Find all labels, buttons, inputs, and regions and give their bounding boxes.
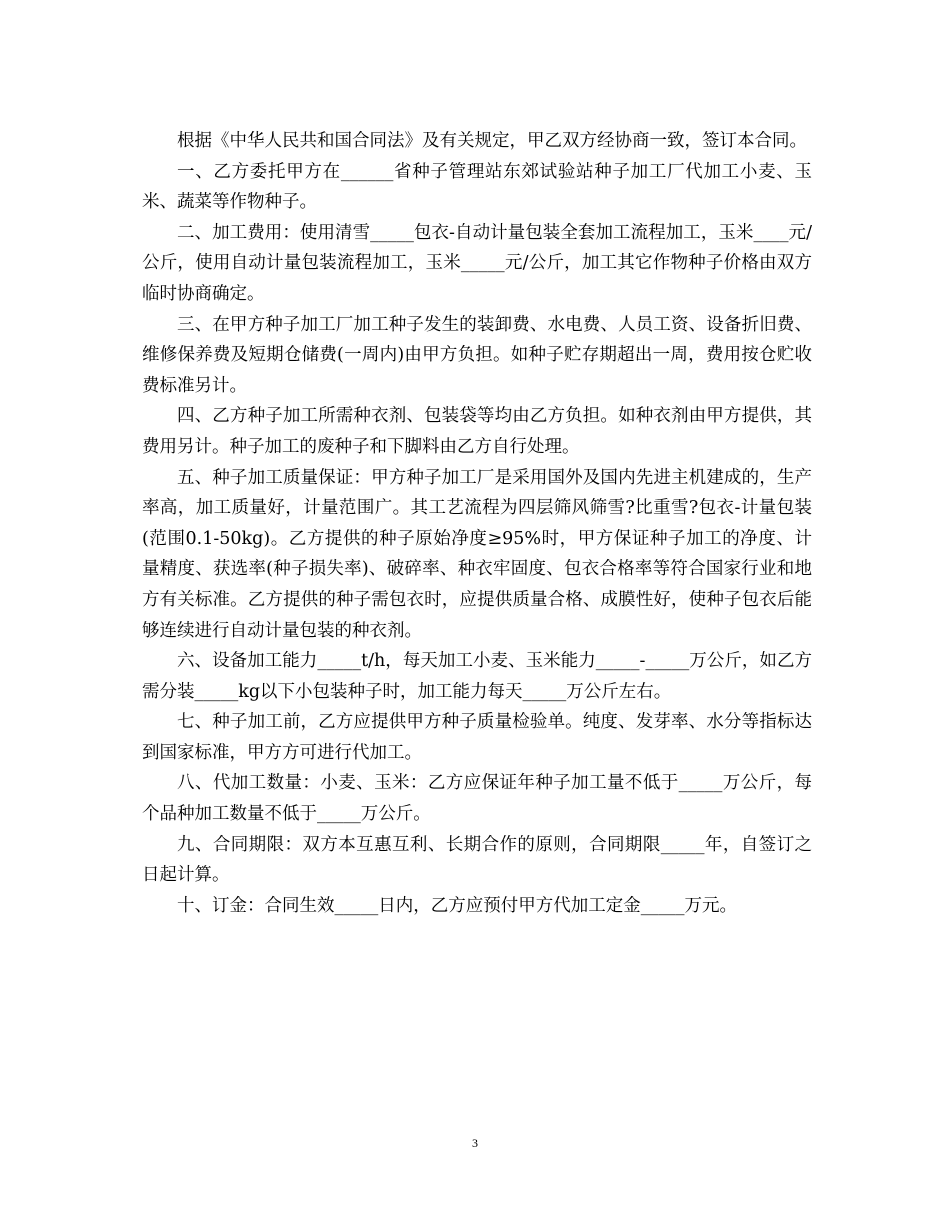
paragraph-preamble: 根据《中华人民共和国合同法》及有关规定，甲乙双方经协商一致，签订本合同。 <box>177 131 807 151</box>
paragraph-clause-9: 九、合同期限：双方本互惠互利、长期合作的原则，合同期限_____年，自签订之日起计算。 <box>142 834 812 886</box>
paragraph-clause-3: 三、在甲方种子加工厂加工种子发生的装卸费、水电费、人员工资、设备折旧费、维修保养费及短期仓储费(一周内)由甲方负担。如种子贮存期超出一周，费用按仓贮收费标准另计。 <box>142 314 812 396</box>
paragraph-clause-10: 十、订金：合同生效_____日内，乙方应预付甲方代加工定金_____万元。 <box>177 895 737 916</box>
page-number: 3 <box>472 1136 478 1150</box>
paragraph-clause-1: 一、乙方委托甲方在______省种子管理站东郊试验站种子加工厂代加工小麦、玉米、蔬菜等作物种子。 <box>142 161 812 213</box>
paragraph-clause-7: 七、种子加工前，乙方应提供甲方种子质量检验单。纯度、发芽率、水分等指标达到国家标准，甲方方可进行代加工。 <box>142 712 812 763</box>
paragraph-clause-5: 五、种子加工质量保证：甲方种子加工厂是采用国外及国内先进主机建成的，生产率高，加工质量好，计量范围广。其工艺流程为四层筛风筛雪?比重雪?包衣-计量包装(范围0.1-50kg)。乙方提供的种子原始净度≥95%时，甲方保证种子加工的净度、计量精度、获选率(种子损失率)、破碎率、种衣牢固度、包衣合格率等符合国家行业和地方有关标准。乙方提供的种子需包衣时，应提供质量合格、成膜性好，使种子包衣后能够连续进行自动计量包装的种衣剂。 <box>142 467 812 641</box>
paragraph-clause-8: 八、代加工数量：小麦、玉米：乙方应保证年种子加工量不低于_____万公斤，每个品种加工数量不低于_____万公斤。 <box>142 773 812 825</box>
paragraph-clause-4: 四、乙方种子加工所需种衣剂、包装袋等均由乙方负担。如种衣剂由甲方提供，其费用另计。种子加工的废种子和下脚料由乙方自行处理。 <box>142 406 812 457</box>
paragraph-clause-2: 二、加工费用：使用清雪_____包衣-自动计量包装全套加工流程加工，玉米____元/公斤，使用自动计量包装流程加工，玉米_____元/公斤，加工其它作物种子价格由双方临时协商确定。 <box>142 222 812 304</box>
contract-body <box>142 126 812 921</box>
paragraph-clause-6: 六、设备加工能力_____t/h，每天加工小麦、玉米能力_____-_____万公斤，如乙方需分装_____kg以下小包装种子时，加工能力每天_____万公斤左右。 <box>142 651 812 702</box>
